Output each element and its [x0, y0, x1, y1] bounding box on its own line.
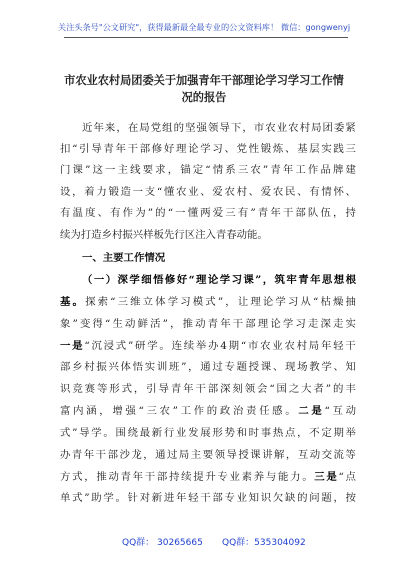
subsection-line: （ 一 ） 深 学 细 悟 修 好 “ 理 论 学 习 课 ” ， 筑 牢 青 年 思 想 根 — [82, 274, 356, 286]
footer-qq-group-1: QQ群： 30265665 — [122, 538, 203, 548]
document-title-line-1: 市农业农村局团委关于加强青年干部理论学习学习工作情 — [64, 73, 344, 87]
intro-line: 设 ， 着 力 锻 造 一 支 “ 懂 农 业 、 爱 农 村 、 爱 农 民 、 有 情 怀 、 — [60, 186, 356, 198]
document-title-line-2: 况的报告 — [181, 90, 227, 104]
subsection-line: 方 式 ， 推 动 青 年 干 部 持 续 提 升 专 业 素 养 与 能 力 。 三 是 “ 点 — [60, 471, 356, 483]
subsection-line: 基 。 探 索 “ 三 维 立 体 学 习 模 式 ” ， 让 理 论 学 习 从 “ 枯 燥 抽 — [60, 296, 356, 308]
subsection-line: 一 是 “ 沉 浸 式 ” 研 学 。 连 续 举 办 4 期 “ 市 农 业 农 村 局 年 轻 干 — [60, 340, 356, 352]
subsection-line: 象 ” 变 得 “ 生 动 鲜 活 ” ， 推 动 青 年 干 部 理 论 学 习 走 深 走 实 — [60, 318, 356, 330]
footer-qq-group-2: QQ群：535304092 — [222, 538, 306, 548]
section-heading-main-work: 一、主要工作情况 — [82, 252, 166, 264]
page-header-notice: 关注头条号"公文研究"，获得最新最全最专业的公文资料库！ 微信：gongwenyj — [57, 22, 351, 32]
intro-line: 有 温 度 、 有 作 为 ” 的 “ 一 懂 两 爱 三 有 ” 青 年 干 部 队 伍 ， 持 — [60, 207, 356, 219]
subsection-line: 办 青 年 干 部 沙 龙 ， 通 过 局 主 要 领 导 授 课 讲 解 ， 互 动 交 流 等 — [60, 449, 356, 461]
subsection-line: 部 乡 村 振 兴 体 悟 实 训 班 ” ， 通 过 专 题 授 课 、 现 场 教 学 、 知 — [60, 361, 356, 373]
intro-line: 门 课 ” 这 一 主 线 要 求 ， 锚 定 “ 情 系 三 农 ” 青 年 工 作 品 牌 建 — [60, 164, 356, 176]
intro-line: 续 为 打 造 乡 村 振 兴 样 板 先 行 区 注 入 青 春 动 能 。 — [60, 229, 268, 241]
subsection-line: 式 ” 导 学 。 围 绕 最 新 行 业 发 展 形 势 和 时 事 热 点 ， 不 定 期 举 — [60, 427, 356, 439]
subsection-line: 富 内 涵 ， 增 强 “ 三 农 ” 工 作 的 政 治 责 任 感 。 二 是 “ 互 动 — [60, 405, 356, 417]
subsection-line: 单 式 ” 助 学 。 针 对 新 进 年 轻 干 部 专 业 知 识 欠 缺 的 问 题 ， 按 — [60, 492, 356, 504]
subsection-line: 识 竞 赛 等 形 式 ， 引 导 青 年 干 部 深 刻 领 会 “ 国 之 大 者 ” 的 丰 — [60, 383, 356, 395]
intro-line: 扣 “ 引 导 青 年 干 部 修 好 理 论 学 习 、 党 性 锻 炼 、 基 层 实 践 三 — [60, 143, 356, 155]
header-divider — [64, 37, 348, 38]
intro-line: 近 年 来 ， 在 局 党 组 的 坚 强 领 导 下 ， 市 农 业 农 村 局 团 委 紧 — [82, 122, 356, 134]
